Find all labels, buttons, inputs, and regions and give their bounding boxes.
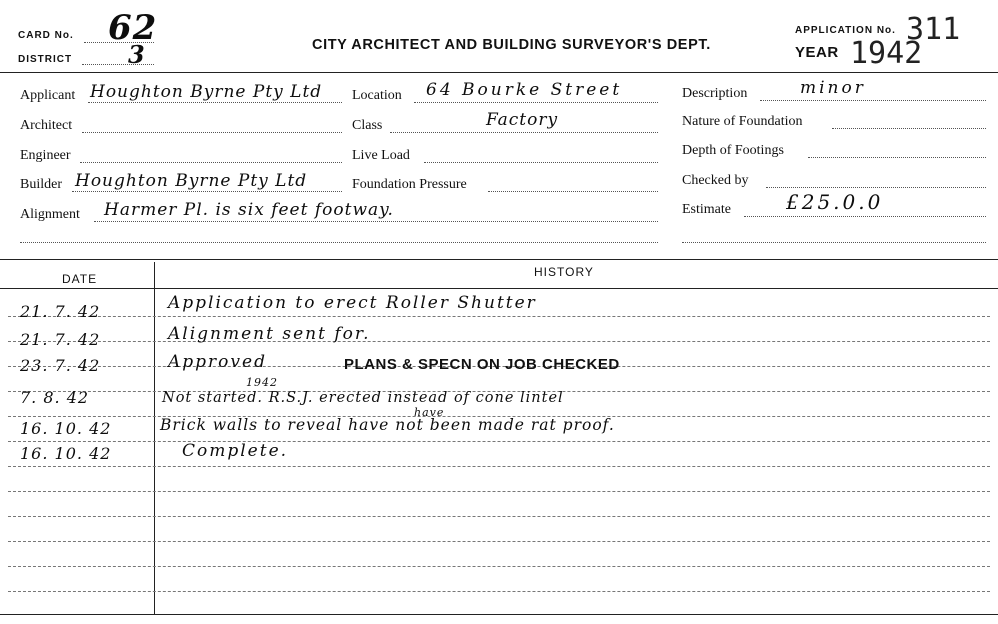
date-column-divider: [154, 262, 155, 614]
class-dotted-line: [390, 132, 658, 133]
history-row-entry: Not started. R.S.J. erected instead of cone lintel: [162, 390, 564, 406]
card-bottom-border: [0, 614, 998, 615]
alignment-dotted-line: [94, 221, 658, 222]
architect-dotted-line: [82, 132, 342, 133]
live-load-dotted-line: [424, 162, 658, 163]
estimate-dotted-line: [744, 216, 986, 217]
blank-dotted-line-right: [682, 242, 986, 243]
ruled-line: [8, 591, 990, 592]
history-row-date: 21. 7. 42: [20, 302, 101, 321]
depth-of-footings-dotted-line: [808, 157, 986, 158]
card-no-value: 62: [108, 8, 158, 48]
description-label: Description: [682, 86, 748, 101]
district-label: DISTRICT: [18, 54, 73, 65]
checked-by-label: Checked by: [682, 173, 749, 188]
nature-of-foundation-dotted-line: [832, 128, 986, 129]
history-row-date: 16. 10. 42: [20, 419, 112, 438]
history-row-entry: Approved: [168, 352, 267, 372]
fields-divider: [0, 259, 998, 260]
ruled-line: [8, 441, 990, 442]
history-row-note: have: [414, 406, 445, 419]
date-column-header: DATE: [62, 272, 98, 286]
history-row-entry: Application to erect Roller Shutter: [168, 293, 537, 313]
location-value: 64 Bourke Street: [426, 80, 623, 100]
estimate-value: £25.0.0: [786, 190, 884, 214]
applicant-value: Houghton Byrne Pty Ltd: [90, 82, 323, 102]
alignment-value: Harmer Pl. is six feet footway.: [104, 200, 394, 220]
header-divider: [0, 72, 998, 73]
plans-checked-stamp: PLANS & SPECN ON JOB CHECKED: [344, 356, 620, 373]
ruled-line: [8, 341, 990, 342]
blank-dotted-line-left: [20, 242, 658, 243]
engineer-dotted-line: [80, 162, 342, 163]
history-row-entry: Alignment sent for.: [168, 324, 371, 344]
application-no-label: APPLICATION No.: [795, 25, 896, 36]
ruled-line: [8, 566, 990, 567]
ruled-line: [8, 516, 990, 517]
builder-label: Builder: [20, 177, 62, 192]
year-label: YEAR: [795, 44, 839, 61]
live-load-label: Live Load: [352, 148, 410, 163]
alignment-label: Alignment: [20, 207, 80, 222]
applicant-dotted-line: [88, 102, 342, 103]
class-label: Class: [352, 118, 383, 133]
ruled-line: [8, 466, 990, 467]
description-dotted-line: [760, 100, 986, 101]
foundation-pressure-dotted-line: [488, 191, 658, 192]
builder-value: Houghton Byrne Pty Ltd: [75, 171, 308, 191]
ruled-line: [8, 491, 990, 492]
location-label: Location: [352, 88, 402, 103]
history-row-entry: Brick walls to reveal have not been made rat proof.: [160, 416, 615, 434]
history-row-date: 16. 10. 42: [20, 444, 112, 463]
ruled-line: [8, 316, 990, 317]
history-row-date: 21. 7. 42: [20, 330, 101, 349]
history-row-date: 23. 7. 42: [20, 356, 101, 375]
estimate-label: Estimate: [682, 202, 731, 217]
card-no-label: CARD No.: [18, 30, 74, 41]
history-row-date: 7. 8. 42: [20, 388, 90, 407]
year-value: 1942: [850, 36, 923, 71]
architect-label: Architect: [20, 118, 73, 133]
department-title: CITY ARCHITECT AND BUILDING SURVEYOR'S DEPT.: [312, 37, 711, 53]
applicant-label: Applicant: [20, 88, 76, 103]
ruled-line: [8, 541, 990, 542]
history-header-divider: [0, 288, 998, 289]
district-value: 3: [128, 40, 146, 69]
builder-dotted-line: [72, 191, 342, 192]
nature-of-foundation-label: Nature of Foundation: [682, 114, 803, 129]
history-row-note: 1942: [246, 376, 278, 389]
application-no-value: 311: [906, 12, 961, 47]
depth-of-footings-label: Depth of Footings: [682, 143, 784, 158]
history-row-entry: Complete.: [182, 441, 289, 461]
description-value: minor: [800, 78, 866, 98]
class-value: Factory: [486, 110, 559, 130]
checked-by-dotted-line: [766, 187, 986, 188]
foundation-pressure-label: Foundation Pressure: [352, 177, 467, 192]
engineer-label: Engineer: [20, 148, 71, 163]
history-column-header: HISTORY: [534, 265, 594, 279]
location-dotted-line: [414, 102, 658, 103]
